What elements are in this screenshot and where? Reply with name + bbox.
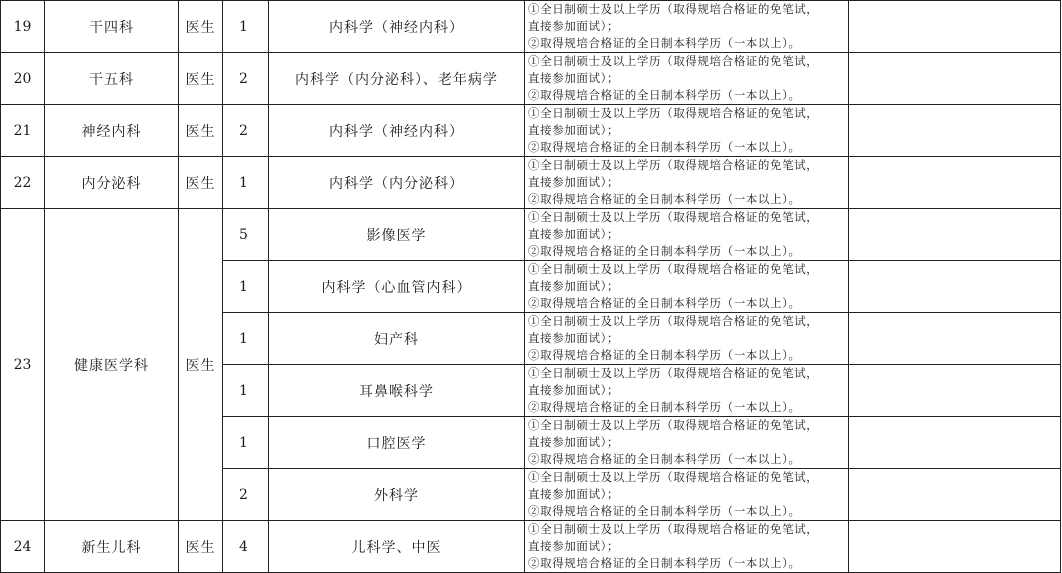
- requirement-line: 直接参加面试）；: [528, 279, 620, 293]
- notes-cell: [849, 313, 1061, 365]
- major-cell: 耳鼻喉科学: [269, 365, 525, 417]
- requirement-line: ①全日制硕士及以上学历（取得规培合格证的免笔试，: [528, 210, 819, 224]
- requirement-line: ②取得规培合格证的全日制本科学历（一本以上）。: [528, 348, 801, 362]
- major-cell: 内科学（神经内科）: [269, 1, 525, 53]
- notes-cell: [849, 469, 1061, 521]
- headcount-cell: 2: [223, 105, 269, 157]
- headcount-cell: 1: [223, 417, 269, 469]
- notes-cell: [849, 209, 1061, 261]
- row-number: 24: [1, 521, 45, 573]
- major-cell: 内科学（神经内科）: [269, 105, 525, 157]
- notes-cell: [849, 521, 1061, 573]
- requirement-line: ①全日制硕士及以上学历（取得规培合格证的免笔试，: [528, 470, 819, 484]
- requirement-line: ①全日制硕士及以上学历（取得规培合格证的免笔试，: [528, 106, 819, 120]
- headcount-cell: 2: [223, 53, 269, 105]
- major-cell: 妇产科: [269, 313, 525, 365]
- headcount-cell: 1: [223, 1, 269, 53]
- requirement-line: ②取得规培合格证的全日制本科学历（一本以上）。: [528, 296, 801, 310]
- major-cell: 内科学（内分泌科）: [269, 157, 525, 209]
- position-type-cell: 医生: [179, 157, 223, 209]
- requirement-line: ②取得规培合格证的全日制本科学历（一本以上）。: [528, 140, 801, 154]
- requirement-line: ②取得规培合格证的全日制本科学历（一本以上）。: [528, 192, 801, 206]
- department-cell: 新生儿科: [45, 521, 179, 573]
- requirements-cell: [525, 365, 849, 417]
- department-cell: 神经内科: [45, 105, 179, 157]
- requirement-line: ②取得规培合格证的全日制本科学历（一本以上）。: [528, 400, 801, 414]
- headcount-cell: 1: [223, 157, 269, 209]
- requirement-line: 直接参加面试）；: [528, 331, 620, 345]
- requirement-line: ②取得规培合格证的全日制本科学历（一本以上）。: [528, 504, 801, 518]
- requirement-line: 直接参加面试）；: [528, 435, 620, 449]
- notes-cell: [849, 105, 1061, 157]
- table-row: [1, 105, 1061, 157]
- position-type-cell: 医生: [179, 105, 223, 157]
- headcount-cell: 2: [223, 469, 269, 521]
- position-type-cell: 医生: [179, 521, 223, 573]
- requirement-line: 直接参加面试）；: [528, 19, 620, 33]
- requirement-line: 直接参加面试）；: [528, 539, 620, 553]
- requirement-line: ①全日制硕士及以上学历（取得规培合格证的免笔试，: [528, 54, 819, 68]
- requirement-line: 直接参加面试）；: [528, 175, 620, 189]
- major-cell: 口腔医学: [269, 417, 525, 469]
- notes-cell: [849, 417, 1061, 469]
- major-cell: 内科学（内分泌科）、老年病学: [269, 53, 525, 105]
- position-type-cell: 医生: [179, 53, 223, 105]
- major-cell: 内科学（心血管内科）: [269, 261, 525, 313]
- requirement-line: ①全日制硕士及以上学历（取得规培合格证的免笔试，: [528, 522, 819, 536]
- notes-cell: [849, 53, 1061, 105]
- requirement-line: ②取得规培合格证的全日制本科学历（一本以上）。: [528, 36, 801, 50]
- requirement-line: ②取得规培合格证的全日制本科学历（一本以上）。: [528, 452, 801, 466]
- requirement-line: 直接参加面试）；: [528, 71, 620, 85]
- table-row: [1, 1, 1061, 53]
- row-number: 21: [1, 105, 45, 157]
- requirements-cell: [525, 53, 849, 105]
- requirement-line: ①全日制硕士及以上学历（取得规培合格证的免笔试，: [528, 262, 819, 276]
- notes-cell: [849, 1, 1061, 53]
- requirements-cell: [525, 521, 849, 573]
- requirement-line: ①全日制硕士及以上学历（取得规培合格证的免笔试，: [528, 314, 819, 328]
- notes-cell: [849, 365, 1061, 417]
- requirements-cell: [525, 1, 849, 53]
- position-type-cell: 医生: [179, 1, 223, 53]
- position-type-cell: 医生: [179, 209, 223, 521]
- requirements-cell: [525, 105, 849, 157]
- requirement-line: ①全日制硕士及以上学历（取得规培合格证的免笔试，: [528, 366, 819, 380]
- headcount-cell: 4: [223, 521, 269, 573]
- row-number: 19: [1, 1, 45, 53]
- major-cell: 外科学: [269, 469, 525, 521]
- requirement-line: ①全日制硕士及以上学历（取得规培合格证的免笔试，: [528, 2, 819, 16]
- department-cell: 干四科: [45, 1, 179, 53]
- headcount-cell: 1: [223, 365, 269, 417]
- notes-cell: [849, 261, 1061, 313]
- requirements-cell: [525, 417, 849, 469]
- requirements-cell: [525, 313, 849, 365]
- headcount-cell: 5: [223, 209, 269, 261]
- requirement-line: ①全日制硕士及以上学历（取得规培合格证的免笔试，: [528, 158, 819, 172]
- requirements-cell: [525, 469, 849, 521]
- requirement-line: 直接参加面试）；: [528, 123, 620, 137]
- requirement-line: 直接参加面试）；: [528, 383, 620, 397]
- table-row: [1, 209, 1061, 261]
- row-number: 23: [1, 209, 45, 521]
- requirements-cell: [525, 157, 849, 209]
- requirements-cell: [525, 209, 849, 261]
- table-row: [1, 157, 1061, 209]
- table-row: [1, 53, 1061, 105]
- headcount-cell: 1: [223, 261, 269, 313]
- requirement-line: ②取得规培合格证的全日制本科学历（一本以上）。: [528, 244, 801, 258]
- row-number: 20: [1, 53, 45, 105]
- requirement-line: 直接参加面试）；: [528, 227, 620, 241]
- department-cell: 健康医学科: [45, 209, 179, 521]
- table-row: [1, 521, 1061, 573]
- notes-cell: [849, 157, 1061, 209]
- department-cell: 内分泌科: [45, 157, 179, 209]
- department-cell: 干五科: [45, 53, 179, 105]
- requirement-line: ②取得规培合格证的全日制本科学历（一本以上）。: [528, 556, 801, 570]
- requirements-cell: [525, 261, 849, 313]
- headcount-cell: 1: [223, 313, 269, 365]
- requirement-line: 直接参加面试）；: [528, 487, 620, 501]
- row-number: 22: [1, 157, 45, 209]
- major-cell: 影像医学: [269, 209, 525, 261]
- requirement-line: ①全日制硕士及以上学历（取得规培合格证的免笔试，: [528, 418, 819, 432]
- requirement-line: ②取得规培合格证的全日制本科学历（一本以上）。: [528, 88, 801, 102]
- major-cell: 儿科学、中医: [269, 521, 525, 573]
